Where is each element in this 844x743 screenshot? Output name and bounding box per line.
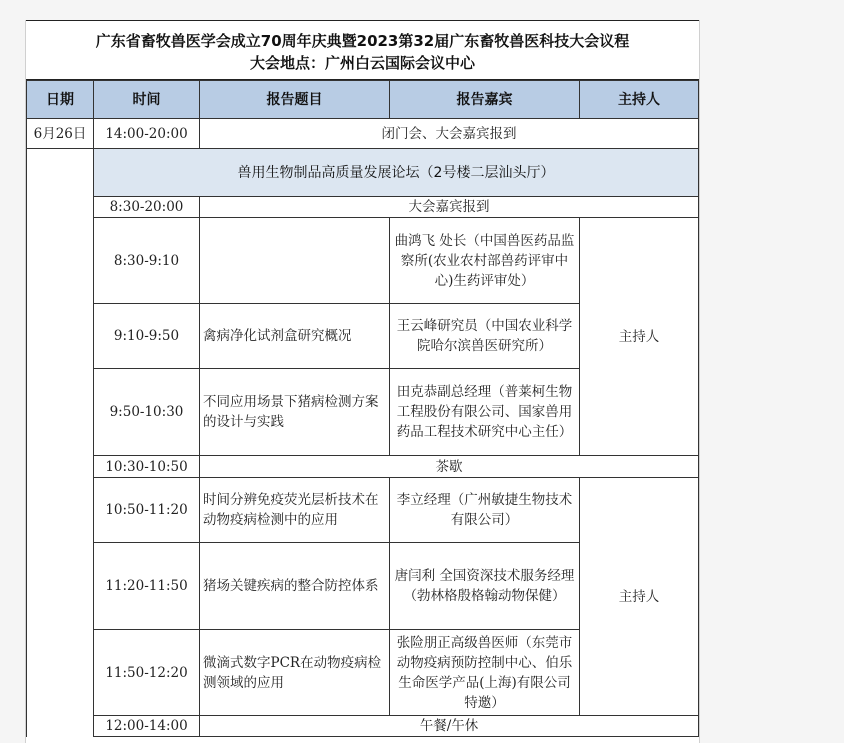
time-cell: 9:10-9:50 (94, 304, 200, 369)
topic-cell: 猪场关键疾病的整合防控体系 (200, 543, 390, 630)
event-cell: 茶歇 (200, 456, 699, 478)
guest-cell: 田克恭副总经理（普莱柯生物工程股份有限公司、国家兽用药品工程技术研究中心主任） (390, 369, 580, 456)
host-cell: 主持人 (580, 478, 699, 716)
time-cell: 14:00-20:00 (94, 119, 200, 149)
forum-title: 兽用生物制品高质量发展论坛（2号楼二层汕头厅） (94, 149, 699, 197)
time-cell: 10:50-11:20 (94, 478, 200, 543)
title-block (26, 20, 699, 80)
table-row (27, 119, 699, 149)
guest-cell: 张险朋正高级兽医师（东莞市动物疫病预防控制中心、伯乐生命医学产品(上海)有限公司特邀） (390, 630, 580, 716)
agenda-document (25, 20, 700, 743)
time-cell: 11:50-12:20 (94, 630, 200, 716)
header-time: 时间 (94, 81, 200, 119)
time-cell: 11:20-11:50 (94, 543, 200, 630)
venue-line: 大会地点：广州白云国际会议中心 (249, 54, 475, 72)
event-cell: 闭门会、大会嘉宾报到 (200, 119, 699, 149)
host-cell: 主持人 (580, 218, 699, 456)
guest-cell: 李立经理（广州敏捷生物技术有限公司） (390, 478, 580, 543)
guest-cell: 王云峰研究员（中国农业科学院哈尔滨兽医研究所） (390, 304, 580, 369)
time-cell: 12:00-14:00 (94, 716, 200, 737)
topic-cell: 禽病净化试剂盒研究概况 (200, 304, 390, 369)
header-host: 主持人 (580, 81, 699, 119)
header-topic: 报告题目 (200, 81, 390, 119)
table-row (27, 218, 699, 304)
time-cell: 9:50-10:30 (94, 369, 200, 456)
event-cell: 大会嘉宾报到 (200, 197, 699, 218)
table-row (27, 478, 699, 543)
date-cell: 6月26日 (27, 119, 94, 149)
header-row (27, 81, 699, 119)
date-cell-empty (27, 149, 94, 737)
agenda-table (26, 80, 699, 737)
header-guest: 报告嘉宾 (390, 81, 580, 119)
time-cell: 10:30-10:50 (94, 456, 200, 478)
guest-cell: 唐闫利 全国资深技术服务经理（勃林格殷格翰动物保健） (390, 543, 580, 630)
table-row (27, 456, 699, 478)
header-date: 日期 (27, 81, 94, 119)
topic-cell: 不同应用场景下猪病检测方案的设计与实践 (200, 369, 390, 456)
topic-cell: 时间分辨免疫荧光层析技术在动物疫病检测中的应用 (200, 478, 390, 543)
event-cell: 午餐/午休 (200, 716, 699, 737)
topic-cell: 微滴式数字PCR在动物疫病检测领域的应用 (200, 630, 390, 716)
agenda-title: 广东省畜牧兽医学会成立70周年庆典暨2023第32届广东畜牧兽医科技大会议程 (95, 32, 630, 50)
topic-cell (200, 218, 390, 304)
guest-cell: 曲鸿飞 处长（中国兽医药品监察所(农业农村部兽药评审中心)生药评审处） (390, 218, 580, 304)
time-cell: 8:30-9:10 (94, 218, 200, 304)
table-row (27, 716, 699, 737)
table-row (27, 197, 699, 218)
forum-row (27, 149, 699, 197)
time-cell: 8:30-20:00 (94, 197, 200, 218)
